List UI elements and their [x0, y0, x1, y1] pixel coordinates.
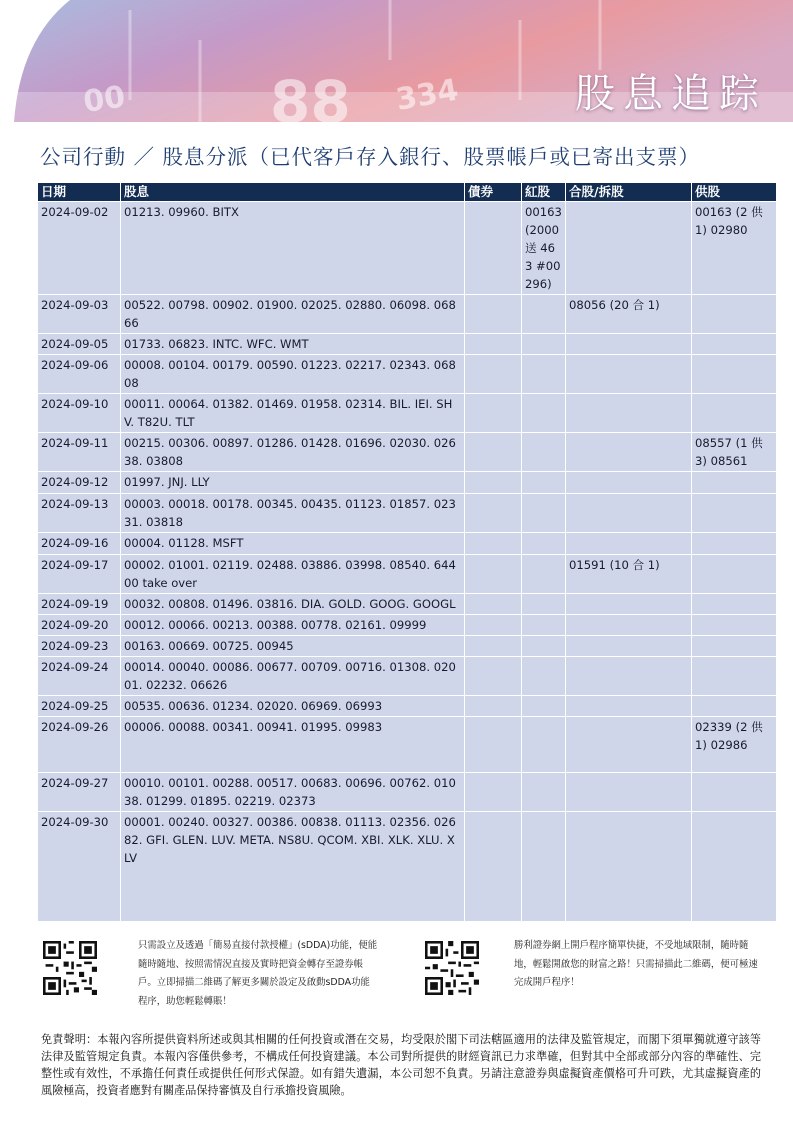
table-row	[38, 433, 777, 472]
rights-cell	[692, 594, 777, 615]
table-row	[38, 773, 777, 812]
bond-cell	[465, 295, 522, 334]
dividend-cell: 00004. 01128. MSFT	[121, 533, 465, 555]
dividend-cell: 00163. 00669. 00725. 00945	[121, 636, 465, 657]
consolidation-cell	[566, 657, 692, 696]
column-header-consolidation: 合股/拆股	[566, 183, 692, 202]
column-header-dividend: 股息	[121, 183, 465, 202]
table-row	[38, 533, 777, 555]
table-row	[38, 657, 777, 696]
bonus-cell: 00163 (2000 送 463 #00296)	[522, 202, 566, 295]
bonus-cell	[522, 696, 566, 717]
table-row	[38, 472, 777, 494]
rights-cell: 00163 (2 供 1) 02980	[692, 202, 777, 295]
dividend-cell: 00006. 00088. 00341. 00941. 01995. 09983	[121, 717, 465, 773]
column-header-date: 日期	[38, 183, 121, 202]
bonus-cell	[522, 295, 566, 334]
account-opening-qr-code	[425, 941, 479, 995]
date-cell: 2024-09-11	[38, 433, 121, 472]
dividend-cell: 00215. 00306. 00897. 01286. 01428. 01696. 02030. 02638. 03808	[121, 433, 465, 472]
rights-cell	[692, 355, 777, 394]
rights-cell	[692, 812, 777, 922]
consolidation-cell	[566, 636, 692, 657]
date-cell: 2024-09-24	[38, 657, 121, 696]
dividend-cell: 00522. 00798. 00902. 01900. 02025. 02880. 06098. 06866	[121, 295, 465, 334]
table-row	[38, 812, 777, 922]
dividend-cell: 00012. 00066. 00213. 00388. 00778. 02161. 09999	[121, 615, 465, 636]
dividend-cell: 00011. 00064. 01382. 01469. 01958. 02314. BIL. IEI. SHV. T82U. TLT	[121, 394, 465, 433]
bond-cell	[465, 202, 522, 295]
dividend-table	[37, 182, 777, 922]
date-cell: 2024-09-23	[38, 636, 121, 657]
date-cell: 2024-09-12	[38, 472, 121, 494]
consolidation-cell	[566, 812, 692, 922]
table-row	[38, 295, 777, 334]
sdda-info-text: 只需設立及透過「簡易直接付款授權」(sDDA)功能，便能隨時隨地、按照需情況直接及實時把資金轉存至證券帳戶。立即掃描二維碼了解更多關於設定及啟動sDDA功能程序，助您輕鬆轉賬！	[138, 940, 378, 1007]
svg-text:88: 88	[270, 68, 351, 122]
date-cell: 2024-09-26	[38, 717, 121, 773]
consolidation-cell: 08056 (20 合 1)	[566, 295, 692, 334]
date-cell: 2024-09-25	[38, 696, 121, 717]
dividend-cell: 00003. 00018. 00178. 00345. 00435. 01123. 01857. 02331. 03818	[121, 494, 465, 533]
table-row	[38, 615, 777, 636]
bond-cell	[465, 533, 522, 555]
dividend-cell: 00014. 00040. 00086. 00677. 00709. 00716. 01308. 02001. 02232. 06626	[121, 657, 465, 696]
date-cell: 2024-09-10	[38, 394, 121, 433]
bond-cell	[465, 394, 522, 433]
rights-cell	[692, 696, 777, 717]
bonus-cell	[522, 812, 566, 922]
rights-cell	[692, 334, 777, 355]
bond-cell	[465, 696, 522, 717]
consolidation-cell	[566, 433, 692, 472]
consolidation-cell	[566, 696, 692, 717]
date-cell: 2024-09-13	[38, 494, 121, 533]
bonus-cell	[522, 636, 566, 657]
column-header-bond: 債券	[465, 183, 522, 202]
consolidation-cell: 01591 (10 合 1)	[566, 555, 692, 594]
rights-cell	[692, 555, 777, 594]
date-cell: 2024-09-03	[38, 295, 121, 334]
consolidation-cell	[566, 773, 692, 812]
dividend-cell: 00032. 00808. 01496. 03816. DIA. GOLD. GOOG. GOOGL	[121, 594, 465, 615]
dividend-cell: 00002. 01001. 02119. 02488. 03886. 03998. 08540. 64400 take over	[121, 555, 465, 594]
dividend-cell: 00001. 00240. 00327. 00386. 00838. 01113. 02356. 02682. GFI. GLEN. LUV. META. NS8U. QCOM. XBI. XLK. XLU. XLV	[121, 812, 465, 922]
bonus-cell	[522, 773, 566, 812]
header-banner	[0, 0, 793, 122]
table-row	[38, 555, 777, 594]
bonus-cell	[522, 615, 566, 636]
bonus-cell	[522, 472, 566, 494]
table-row	[38, 636, 777, 657]
rights-cell	[692, 636, 777, 657]
rights-cell: 02339 (2 供 1) 02986	[692, 717, 777, 773]
bonus-cell	[522, 355, 566, 394]
column-header-bonus: 紅股	[522, 183, 566, 202]
bond-cell	[465, 334, 522, 355]
rights-cell	[692, 295, 777, 334]
dividend-cell: 01733. 06823. INTC. WFC. WMT	[121, 334, 465, 355]
sdda-qr-code	[43, 941, 97, 995]
bond-cell	[465, 555, 522, 594]
bond-cell	[465, 773, 522, 812]
bonus-cell	[522, 657, 566, 696]
consolidation-cell	[566, 334, 692, 355]
svg-text:334: 334	[393, 72, 462, 118]
rights-cell: 08557 (1 供 3) 08561	[692, 433, 777, 472]
consolidation-cell	[566, 594, 692, 615]
dividend-cell: 00535. 00636. 01234. 02020. 06969. 06993	[121, 696, 465, 717]
date-cell: 2024-09-20	[38, 615, 121, 636]
dividend-cell: 01997. JNJ. LLY	[121, 472, 465, 494]
consolidation-cell	[566, 717, 692, 773]
bonus-cell	[522, 533, 566, 555]
consolidation-cell	[566, 202, 692, 295]
table-row	[38, 334, 777, 355]
consolidation-cell	[566, 494, 692, 533]
svg-text:00: 00	[81, 79, 128, 120]
rights-cell	[692, 494, 777, 533]
date-cell: 2024-09-17	[38, 555, 121, 594]
consolidation-cell	[566, 472, 692, 494]
table-row	[38, 717, 777, 773]
date-cell: 2024-09-27	[38, 773, 121, 812]
date-cell: 2024-09-05	[38, 334, 121, 355]
bonus-cell	[522, 394, 566, 433]
date-cell: 2024-09-30	[38, 812, 121, 922]
page-subtitle: 公司行動 ／ 股息分派（已代客戶存入銀行、股票帳戶或已寄出支票）	[40, 145, 701, 169]
date-cell: 2024-09-06	[38, 355, 121, 394]
bonus-cell	[522, 594, 566, 615]
rights-cell	[692, 615, 777, 636]
bond-cell	[465, 594, 522, 615]
column-header-rights: 供股	[692, 183, 777, 202]
table-row	[38, 696, 777, 717]
bond-cell	[465, 812, 522, 922]
bonus-cell	[522, 433, 566, 472]
table-row	[38, 394, 777, 433]
table-row	[38, 355, 777, 394]
date-cell: 2024-09-02	[38, 202, 121, 295]
rights-cell	[692, 533, 777, 555]
bond-cell	[465, 433, 522, 472]
banner-title: 股息追踪	[575, 71, 767, 117]
rights-cell	[692, 394, 777, 433]
bonus-cell	[522, 334, 566, 355]
dividend-cell: 00010. 00101. 00288. 00517. 00683. 00696. 00762. 01038. 01299. 01895. 02219. 02373	[121, 773, 465, 812]
consolidation-cell	[566, 355, 692, 394]
bond-cell	[465, 494, 522, 533]
bond-cell	[465, 355, 522, 394]
disclaimer-text: 免責聲明：本報內容所提供資料所述或與其相關的任何投資或潛在交易，均受限於閣下司法轄區適用的法律及監管規定，而閣下須單獨就遵守該等法律及監管規定負責。本報內容僅供參考，不構成任何投資建議。本公司對所提供的財經資訊已力求準確，但對其中全部或部分內容的準確性、完整性或有效性，不承擔任何責任或提供任何形式保證。如有錯失遺漏，本公司恕不負責。另請注意證券與虛擬資產價格可升可跌，尤其虛擬資產的風險極高，投資者應對有關產品保持審慎及自行承擔投資風險。	[41, 1033, 761, 1097]
date-cell: 2024-09-19	[38, 594, 121, 615]
rights-cell	[692, 472, 777, 494]
table-row	[38, 594, 777, 615]
bond-cell	[465, 636, 522, 657]
bond-cell	[465, 657, 522, 696]
rights-cell	[692, 657, 777, 696]
rights-cell	[692, 773, 777, 812]
bond-cell	[465, 615, 522, 636]
consolidation-cell	[566, 394, 692, 433]
table-row	[38, 494, 777, 533]
date-cell: 2024-09-16	[38, 533, 121, 555]
bonus-cell	[522, 555, 566, 594]
table-row	[38, 202, 777, 295]
bond-cell	[465, 717, 522, 773]
bonus-cell	[522, 717, 566, 773]
dividend-cell: 00008. 00104. 00179. 00590. 01223. 02217. 02343. 06808	[121, 355, 465, 394]
dividend-cell: 01213. 09960. BITX	[121, 202, 465, 295]
bonus-cell	[522, 494, 566, 533]
consolidation-cell	[566, 615, 692, 636]
table-header-row	[38, 183, 777, 202]
bond-cell	[465, 472, 522, 494]
account-opening-info-text: 勝利證券網上開戶程序簡單快捷，不受地域限制，隨時隨地，輕鬆開啟您的財富之路！只需掃描此二維碼，便可極速完成開戶程序！	[514, 940, 758, 988]
consolidation-cell	[566, 533, 692, 555]
